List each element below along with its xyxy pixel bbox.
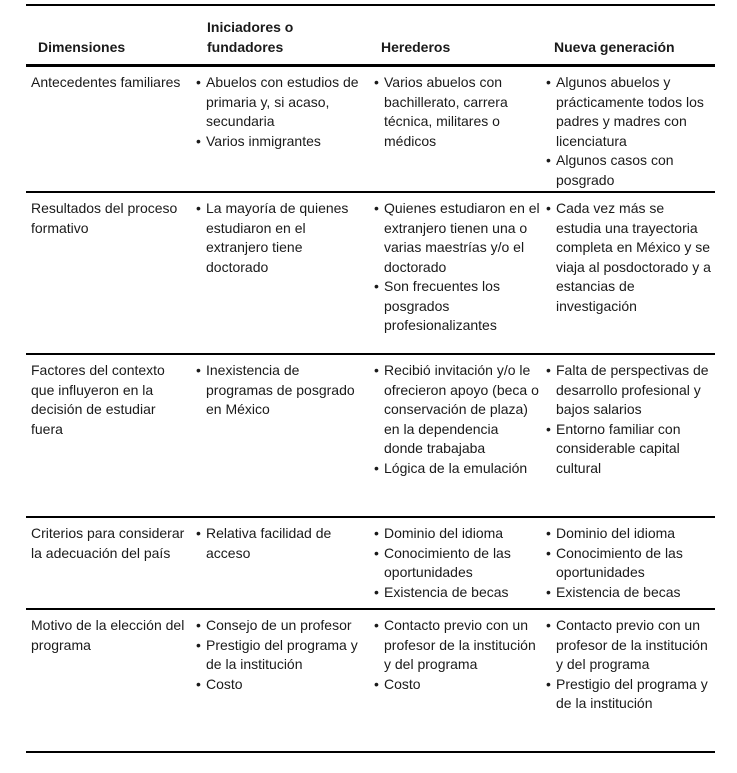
bullet-item [374, 199, 541, 277]
cell-herederos [374, 518, 546, 608]
row-dimension-label: Motivo de la elección del programa [31, 617, 185, 653]
bullet-text: Dominio del idioma [384, 525, 504, 541]
bullet-text: Abuelos con estudios de primaria y, si acaso, secundaria [206, 74, 359, 129]
bullet-icon: • [546, 544, 551, 561]
bullet-text: Falta de perspectivas de desarrollo profesional y bajos salarios [556, 362, 709, 417]
bullet-text: Prestigio del programa y de la institución [206, 636, 358, 672]
bullet-icon: • [546, 200, 551, 216]
bullet-icon: • [546, 420, 551, 437]
bullet-item [546, 675, 712, 714]
column-header-iniciadores: Iniciadores o fundadores [207, 19, 294, 55]
bullet-text: Entorno familiar con considerable capital cultural [556, 420, 681, 476]
bullet-item [546, 420, 712, 479]
bullet-text: Recibió invitación y/o le ofrecieron apoyo (beca o conservación de plaza) en la dependencia donde trabajaba [384, 362, 539, 456]
bullet-text: Conocimiento de las oportunidades [556, 544, 683, 580]
cell-herederos [374, 355, 546, 516]
row-dimension-label: Criterios para considerar la adecuación del país [31, 525, 185, 561]
bullet-text: Varios abuelos con bachillerato, carrera técnica, militares o médicos [384, 74, 508, 149]
bullet-text: Relativa facilidad de acceso [206, 525, 332, 561]
cell-nueva-generacion [546, 610, 715, 751]
bullet-item [546, 151, 712, 190]
bullet-icon: • [546, 152, 551, 168]
bullet-icon: • [546, 583, 551, 600]
bullet-icon: • [196, 362, 201, 378]
bullet-item [546, 616, 712, 675]
bullet-item [546, 583, 712, 603]
cell-nueva-generacion [546, 67, 715, 191]
bullet-icon: • [546, 617, 551, 633]
cell-herederos [374, 67, 546, 191]
bullet-icon: • [374, 525, 379, 541]
table-row-factores-del-contexto [26, 355, 715, 518]
bullet-text: La mayoría de quienes estudiaron en el extranjero tiene doctorado [206, 200, 349, 275]
bullet-icon: • [374, 278, 379, 294]
bullet-icon: • [546, 675, 551, 692]
column-header-dimensiones: Dimensiones [38, 38, 126, 55]
bullet-item [374, 277, 541, 336]
bullet-text: Inexistencia de programas de posgrado en México [206, 362, 355, 417]
bullet-icon: • [374, 459, 379, 476]
bullet-item [374, 73, 541, 151]
bullet-item [546, 524, 712, 544]
table-row-resultados-proceso-formativo [26, 193, 715, 355]
bullet-item [196, 636, 362, 675]
bullet-item [196, 361, 362, 420]
bullet-text: Cada vez más se estudia una trayectoria completa en México y se viaja al posdoctorado y a estancias de investigación [556, 200, 711, 314]
row-dimension-label: Antecedentes familiares [31, 74, 181, 90]
bullet-item [196, 132, 362, 152]
column-header-herederos: Herederos [381, 38, 451, 55]
cell-iniciadores [196, 610, 374, 751]
bullet-text: Contacto previo con un profesor de la institución y del programa [384, 617, 536, 672]
bullet-item [374, 583, 541, 603]
cell-iniciadores [196, 67, 374, 191]
bullet-item [196, 616, 362, 636]
bullet-item [546, 361, 712, 420]
bullet-text: Quienes estudiaron en el extranjero tienen una o varias maestrías y/o el doctorado [384, 200, 540, 275]
bullet-icon: • [374, 583, 379, 600]
bullet-text: Algunos casos con posgrado [556, 152, 674, 188]
cell-nueva-generacion [546, 518, 715, 608]
cell-iniciadores [196, 193, 374, 353]
cell-herederos [374, 610, 546, 751]
bullet-item [374, 675, 541, 695]
bullet-text: Prestigio del programa y de la institución [556, 675, 708, 711]
bullet-item [374, 459, 541, 479]
bullet-icon: • [374, 74, 379, 90]
bullet-text: Existencia de becas [556, 583, 681, 600]
bullet-icon: • [374, 362, 379, 378]
bullet-item [196, 524, 362, 563]
bullet-item [374, 544, 541, 583]
bullet-text: Costo [384, 675, 421, 692]
bullet-text: Varios inmigrantes [206, 132, 321, 149]
cell-iniciadores [196, 355, 374, 516]
bullet-icon: • [374, 617, 379, 633]
bullet-item [546, 544, 712, 583]
bullet-text: Son frecuentes los posgrados profesionalizantes [384, 278, 500, 333]
bullet-icon: • [196, 200, 201, 216]
table-row-motivo-eleccion-programa [26, 610, 715, 753]
bullet-item [374, 524, 541, 544]
table-row-antecedentes-familiares [26, 67, 715, 193]
bullet-icon: • [196, 636, 201, 653]
bullet-text: Existencia de becas [384, 583, 509, 600]
cell-nueva-generacion [546, 355, 715, 516]
bullet-item [546, 73, 712, 151]
bullet-icon: • [546, 362, 551, 378]
cell-herederos [374, 193, 546, 353]
bullet-item [374, 361, 541, 459]
bullet-icon: • [196, 525, 201, 541]
cell-nueva-generacion [546, 193, 715, 353]
bullet-item [196, 675, 362, 695]
bullet-text: Algunos abuelos y prácticamente todos los padres y madres con licenciatura [556, 74, 704, 149]
bullet-icon: • [196, 617, 201, 633]
bullet-item [196, 199, 362, 277]
bullet-text: Contacto previo con un profesor de la institución y del programa [556, 617, 708, 672]
bullet-icon: • [546, 74, 551, 90]
bullet-icon: • [196, 132, 201, 149]
bullet-text: Costo [206, 675, 243, 692]
bullet-text: Lógica de la emulación [384, 459, 528, 476]
bullet-text: Conocimiento de las oportunidades [384, 544, 511, 580]
bullet-text: Dominio del idioma [556, 525, 676, 541]
table-row-criterios-adecuacion-pais [26, 518, 715, 610]
dimensions-comparison-table [26, 4, 715, 753]
bullet-item [196, 73, 362, 132]
bullet-item [546, 199, 712, 316]
bullet-text: Consejo de un profesor [206, 617, 352, 633]
row-dimension-label: Resultados del proceso formativo [31, 200, 178, 236]
bullet-icon: • [546, 525, 551, 541]
bullet-icon: • [374, 544, 379, 561]
bullet-icon: • [374, 675, 379, 692]
bullet-icon: • [196, 675, 201, 692]
column-header-nueva-generacion: Nueva generación [554, 38, 675, 55]
table-header-row [26, 6, 715, 67]
cell-iniciadores [196, 518, 374, 608]
row-dimension-label: Factores del contexto que influyeron en la decisión de estudiar fuera [31, 362, 165, 437]
bullet-item [374, 616, 541, 675]
bullet-icon: • [196, 74, 201, 90]
bullet-icon: • [374, 200, 379, 216]
